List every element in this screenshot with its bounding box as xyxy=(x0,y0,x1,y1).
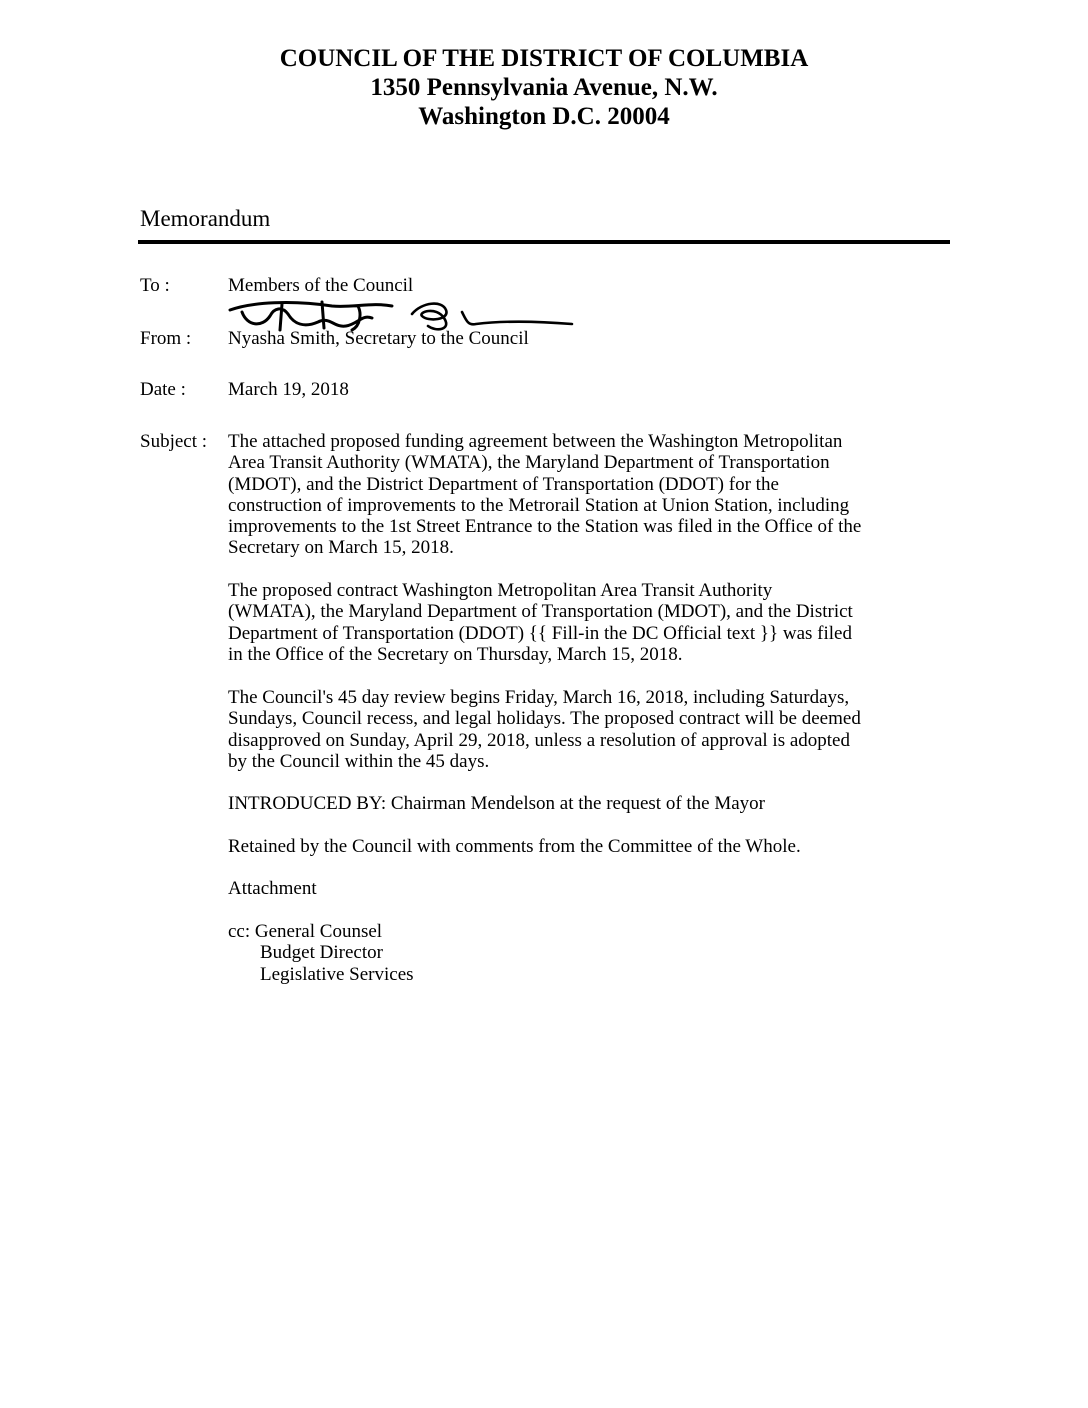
paragraph-line: The Council's 45 day review begins Friday, March 16, 2018, including Saturdays, xyxy=(228,687,850,708)
subject-paragraph-2 xyxy=(228,580,950,665)
from-value: Nyasha Smith, Secretary to the Council xyxy=(228,328,529,349)
to-value: Members of the Council xyxy=(228,275,414,296)
letterhead-city-address: Washington D.C. 20004 xyxy=(418,103,670,130)
paragraph-line: (MDOT), and the District Department of Transportation (DDOT) for the xyxy=(228,473,779,495)
paragraph-line: (WMATA), the Maryland Department of Transportation (MDOT), and the District xyxy=(228,601,853,623)
from-label: From : xyxy=(140,328,192,349)
to-label: To : xyxy=(140,275,170,296)
letterhead xyxy=(0,44,1088,131)
paragraph-line: improvements to the 1st Street Entrance to the Station was filed in the Office of the xyxy=(228,516,862,538)
attachment-note: Attachment xyxy=(228,878,317,899)
paragraph-line: by the Council within the 45 days. xyxy=(228,750,490,772)
paragraph-line: The proposed contract Washington Metropolitan Area Transit Authority xyxy=(228,580,773,601)
paragraph-line: in the Office of the Secretary on Thursday, March 15, 2018. xyxy=(228,643,683,665)
letterhead-organization: COUNCIL OF THE DISTRICT OF COLUMBIA xyxy=(279,45,809,72)
introduced-by: INTRODUCED BY: Chairman Mendelson at the request of the Mayor xyxy=(228,793,766,814)
cc-budget-director: Budget Director xyxy=(260,942,383,964)
header-divider xyxy=(138,240,950,244)
date-value: March 19, 2018 xyxy=(228,379,349,400)
memo-title: Memorandum xyxy=(140,206,271,231)
paragraph-line: The attached proposed funding agreement between the Washington Metropolitan xyxy=(228,431,843,452)
paragraph-line: Sundays, Council recess, and legal holidays. The proposed contract will be deemed xyxy=(228,708,861,730)
cc-general-counsel: cc: General Counsel xyxy=(228,921,383,942)
subject-paragraph-1 xyxy=(228,431,950,559)
date-label: Date : xyxy=(140,379,186,400)
paragraph-line: Department of Transportation (DDOT) {{ Fill-in the DC Official text }} was filed xyxy=(228,622,852,644)
subject-label: Subject : xyxy=(140,431,208,452)
cc-legislative-services: Legislative Services xyxy=(260,963,414,985)
paragraph-line: construction of improvements to the Metrorail Station at Union Station, including xyxy=(228,494,850,516)
paragraph-line: Secretary on March 15, 2018. xyxy=(228,537,454,559)
retained-note: Retained by the Council with comments from the Committee of the Whole. xyxy=(228,836,801,857)
letterhead-street-address: 1350 Pennsylvania Avenue, N.W. xyxy=(370,74,718,101)
paragraph-line: disapproved on Sunday, April 29, 2018, unless a resolution of approval is adopted xyxy=(228,729,850,751)
paragraph-line: Area Transit Authority (WMATA), the Maryland Department of Transportation xyxy=(228,452,830,474)
subject-paragraph-3 xyxy=(228,687,950,772)
cc-list xyxy=(228,921,950,985)
